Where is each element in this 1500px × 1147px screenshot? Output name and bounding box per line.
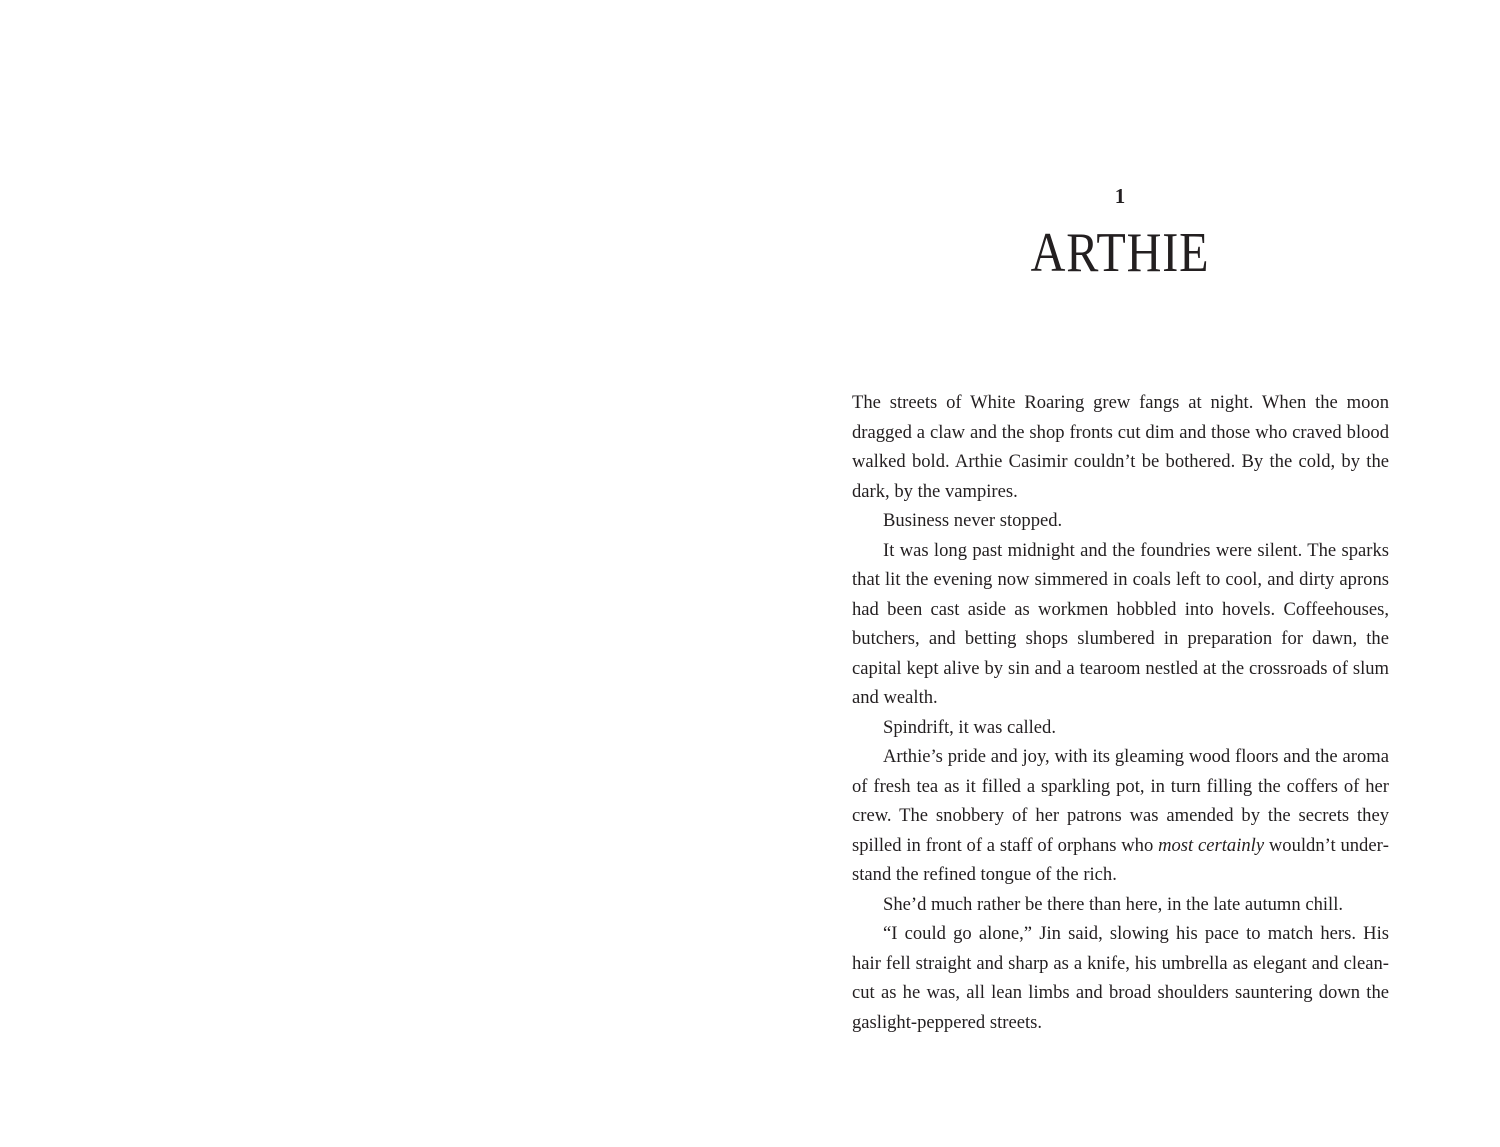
chapter-body — [852, 388, 1389, 1037]
emphasized-text: most certainly — [1158, 834, 1265, 856]
paragraph: It was long past midnight and the foundries were silent. The sparks that lit the evening now simmered in coals left to cool, and dirty aprons had been cast aside as workmen hobbled into hovels. Coffeehouses, butchers, and betting shops slumbered in preparation for dawn, the capital kept alive by sin and a tearoom nestled at the crossroads of slum and wealth. — [852, 539, 1389, 708]
paragraph: The streets of White Roaring grew fangs at night. When the moon dragged a claw and the shop fronts cut dim and those who craved blood walked bold. Arthie Casimir couldn’t be bothered. By the cold, by the dark, by the vampires. — [852, 392, 1389, 502]
paragraph — [852, 742, 1389, 890]
paragraph: Spindrift, it was called. — [883, 716, 1056, 738]
chapter-title: ARTHIE — [1030, 222, 1210, 284]
paragraph-text: wouldn’t understand the refined tongue of the rich. — [852, 834, 1389, 885]
paragraph: Business never stopped. — [883, 510, 1063, 531]
paragraph-text: Arthie’s pride and joy, with its gleaming wood floors and the aroma of fresh tea as it filled a sparkling pot, in turn filling the coffers of her crew. The snobbery of her patrons was amended by the secrets they spilled in front of a staff of orphans who — [852, 746, 1389, 856]
right-page — [750, 0, 1500, 1147]
paragraph: “I could go alone,” Jin said, slowing his pace to match hers. His hair fell straight and sharp as a knife, his umbrella as elegant and clean-cut as he was, all lean limbs and broad shoulders sauntering down the gaslight-peppered streets. — [852, 923, 1389, 1033]
paragraph: She’d much rather be there than here, in the late autumn chill. — [883, 893, 1344, 915]
chapter-number: 1 — [1114, 184, 1126, 208]
